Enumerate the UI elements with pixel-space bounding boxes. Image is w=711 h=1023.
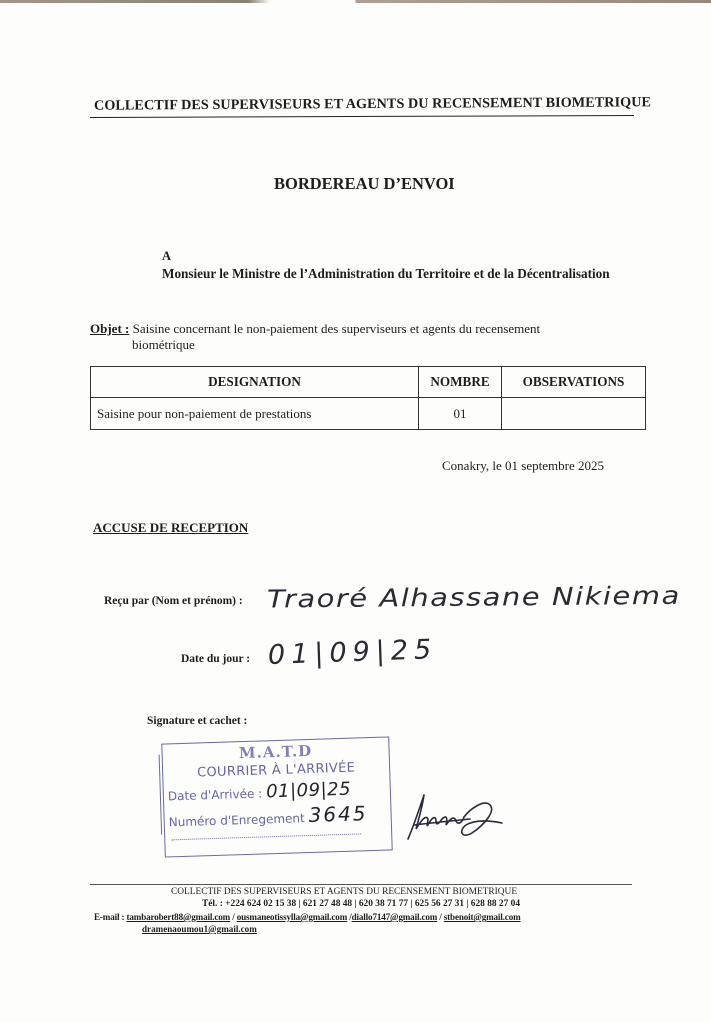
stamp-courrier: COURRIER À L'ARRIVÉE (196, 760, 356, 781)
column-header-nombre: NOMBRE (419, 367, 502, 398)
email-link[interactable]: diallo7147@gmail.com (351, 912, 438, 922)
bordereau-table (90, 366, 646, 430)
stamp-number-label: Numéro d'Enregement (168, 811, 305, 830)
email-link[interactable]: ousmaneotissylla@gmail.com (236, 912, 348, 922)
scan-edge (0, 0, 711, 3)
stamp-handwritten-number: 3645 (308, 801, 368, 828)
header-rule (90, 115, 634, 118)
footer-organization: COLLECTIF DES SUPERVISEURS ET AGENTS DU RECENSEMENT BIOMETRIQUE (171, 887, 518, 897)
objet-text: Saisine concernant le non-paiement des superviseurs et agents du recensement (132, 321, 541, 336)
place-date: Conakry, le 01 septembre 2025 (442, 458, 604, 473)
stamp-handwritten-date: 01|09|25 (265, 778, 352, 803)
received-by-handwritten: Traoré Alhassane Nikiema (266, 580, 681, 614)
stamp-number-row (168, 800, 395, 834)
cell-observations (502, 398, 646, 430)
signature-label: Signature et cachet : (147, 715, 248, 727)
document-title: BORDEREAU D’ENVOI (274, 174, 455, 193)
addressee: Monsieur le Ministre de l’Administration du Territoire et de la Décentralisation (162, 266, 610, 281)
addressee-prefix: A (162, 249, 172, 263)
stamp-dotted-line (171, 833, 361, 840)
email-link[interactable]: tambarobert88@gmail.com (126, 912, 231, 922)
objet-label: Objet : (90, 321, 130, 336)
stamp-ministry: M.A.T.D (238, 741, 313, 763)
date-handwritten: 01|09|25 (267, 634, 438, 671)
footer-telephone: Tél. : +224 624 02 15 38 | 621 27 48 48 | 620 38 71 77 | 625 56 27 31 | 628 88 27 04 (202, 899, 521, 909)
stamp-date-label: Date d'Arrivée : (167, 786, 263, 804)
header-organization: COLLECTIF DES SUPERVISEURS ET AGENTS DU RECENSEMENT BIOMETRIQUE (93, 94, 652, 114)
column-header-designation: DESIGNATION (91, 367, 419, 398)
date-label: Date du jour : (181, 653, 251, 665)
handwritten-signature (400, 785, 505, 845)
cell-designation: Saisine pour non-paiement de prestations (91, 398, 419, 430)
email-link[interactable]: stbenoit@gmail.com (443, 912, 521, 922)
reception-heading: ACCUSE DE RECEPTION (93, 520, 249, 535)
objet-text-continued: biométrique (132, 337, 195, 352)
footer-rule (90, 884, 632, 885)
email-label: E-mail : (94, 912, 125, 922)
objet-line (90, 321, 540, 337)
table-row (91, 398, 646, 430)
email-link[interactable]: dramenaoumou1@gmail.com (142, 924, 257, 934)
column-header-observations: OBSERVATIONS (502, 367, 646, 398)
arrival-stamp (161, 736, 392, 857)
cell-nombre: 01 (419, 398, 502, 430)
received-by-label: Reçu par (Nom et prénom) : (104, 595, 243, 607)
table-header-row (91, 367, 646, 398)
footer-emails: E-mail : tambarobert88@gmail.com / ousmaneotissylla@gmail.com /diallo7147@gmail.com / stbenoit@gmail.com (94, 912, 521, 922)
